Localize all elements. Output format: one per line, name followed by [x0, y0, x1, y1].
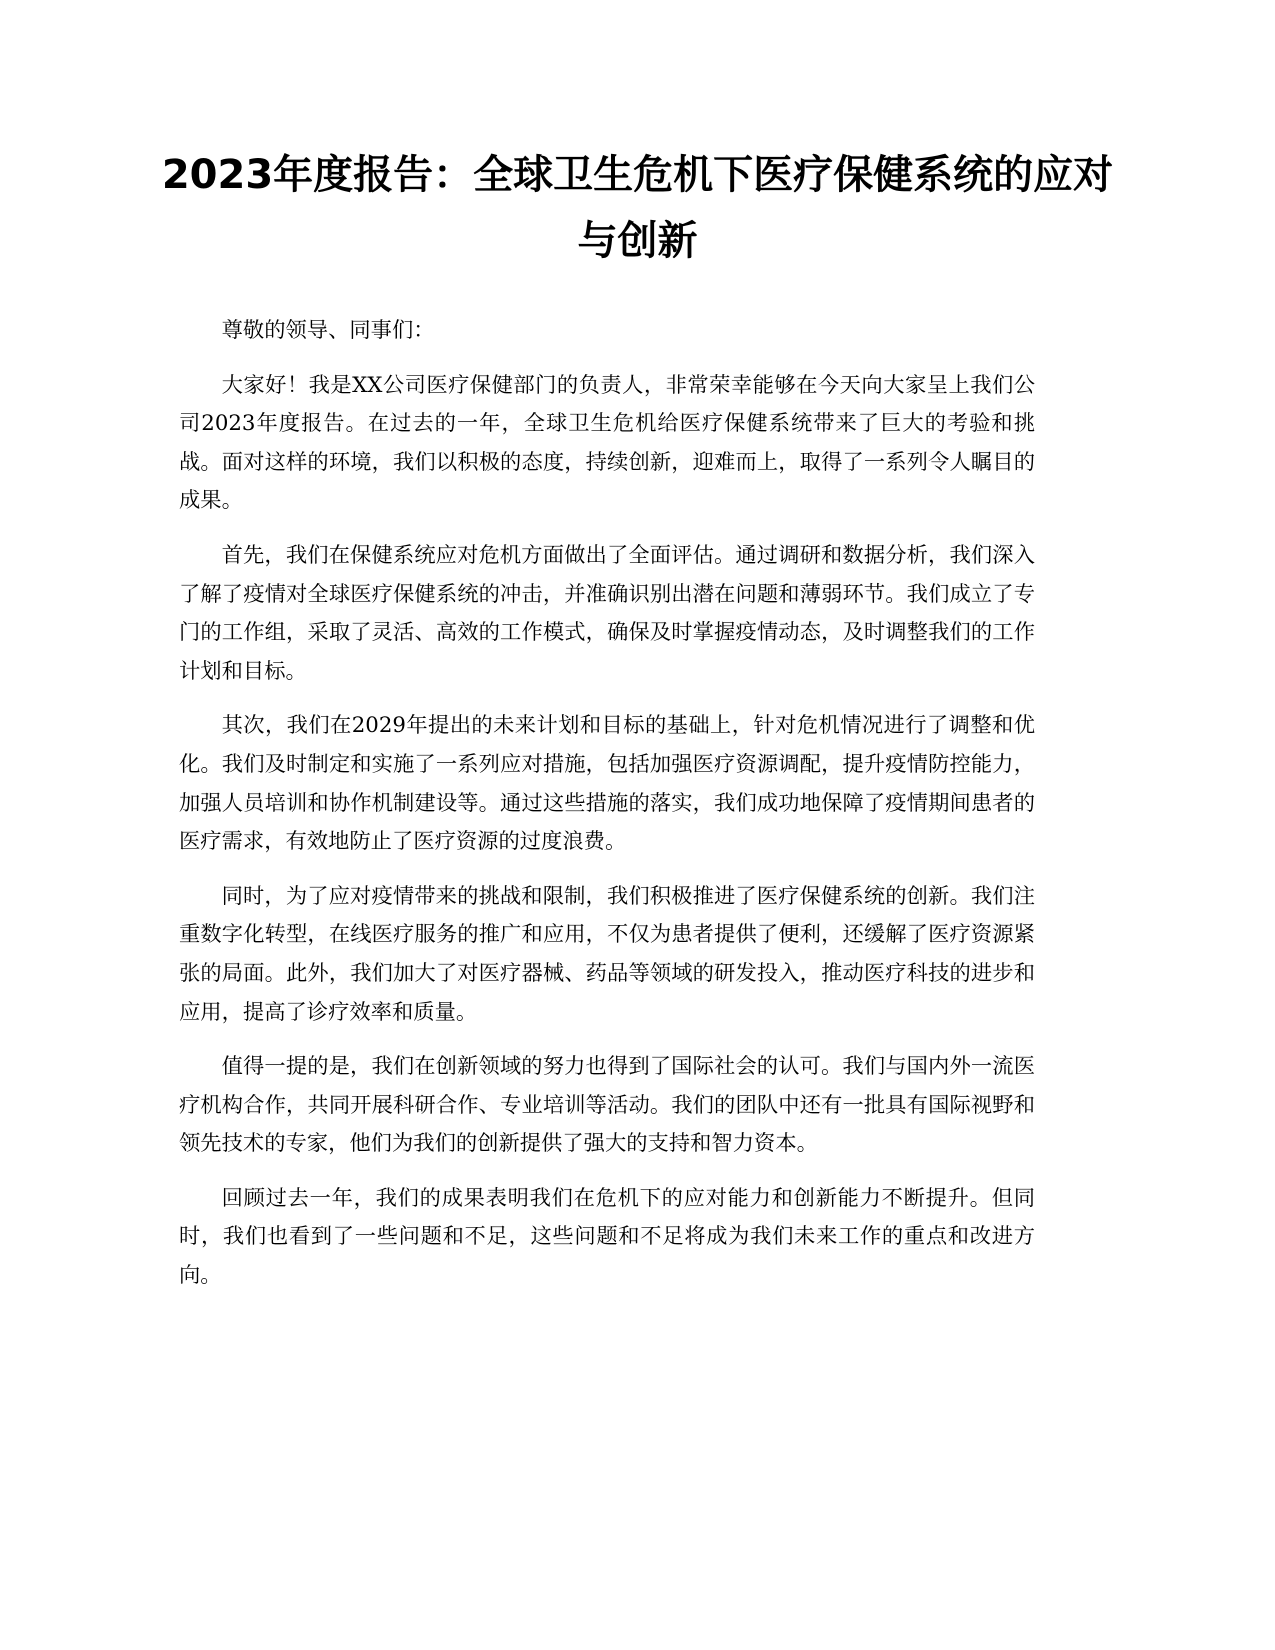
document-body	[179, 312, 1035, 1312]
document-title: 2023年度报告：全球卫生危机下医疗保健系统的应对与创新	[161, 152, 1114, 264]
paragraph-review: 回顾过去一年，我们的成果表明我们在危机下的应对能力和创新能力不断提升。但同时，我们也看到了一些问题和不足，这些问题和不足将成为我们未来工作的重点和改进方向。	[179, 1185, 1035, 1289]
paragraph-adjustment: 其次，我们在2029年提出的未来计划和目标的基础上，针对危机情况进行了调整和优化。我们及时制定和实施了一系列应对措施，包括加强医疗资源调配，提升疫情防控能力，加强人员培训和协作机制建设等。通过这些措施的落实，我们成功地保障了疫情期间患者的医疗需求，有效地防止了医疗资源的过度浪费。	[179, 713, 1035, 855]
salutation: 尊敬的领导、同事们：	[221, 318, 435, 343]
paragraph-innovation: 同时，为了应对疫情带来的挑战和限制，我们积极推进了医疗保健系统的创新。我们注重数字化转型，在线医疗服务的推广和应用，不仅为患者提供了便利，还缓解了医疗资源紧张的局面。此外，我们加大了对医疗器械、药品等领域的研发投入，推动医疗科技的进步和应用，提高了诊疗效率和质量。	[179, 883, 1035, 1025]
paragraph-introduction: 大家好！我是XX公司医疗保健部门的负责人，非常荣幸能够在今天向大家呈上我们公司2023年度报告。在过去的一年，全球卫生危机给医疗保健系统带来了巨大的考验和挑战。面对这样的环境，我们以积极的态度，持续创新，迎难而上，取得了一系列令人瞩目的成果。	[179, 372, 1035, 514]
paragraph-recognition: 值得一提的是，我们在创新领域的努力也得到了国际社会的认可。我们与国内外一流医疗机构合作，共同开展科研合作、专业培训等活动。我们的团队中还有一批具有国际视野和领先技术的专家，他们为我们的创新提供了强大的支持和智力资本。	[179, 1054, 1035, 1157]
paragraph-assessment: 首先，我们在保健系统应对危机方面做出了全面评估。通过调研和数据分析，我们深入了解了疫情对全球医疗保健系统的冲击，并准确识别出潜在问题和薄弱环节。我们成立了专门的工作组，采取了灵活、高效的工作模式，确保及时掌握疫情动态，及时调整我们的工作计划和目标。	[179, 542, 1035, 684]
